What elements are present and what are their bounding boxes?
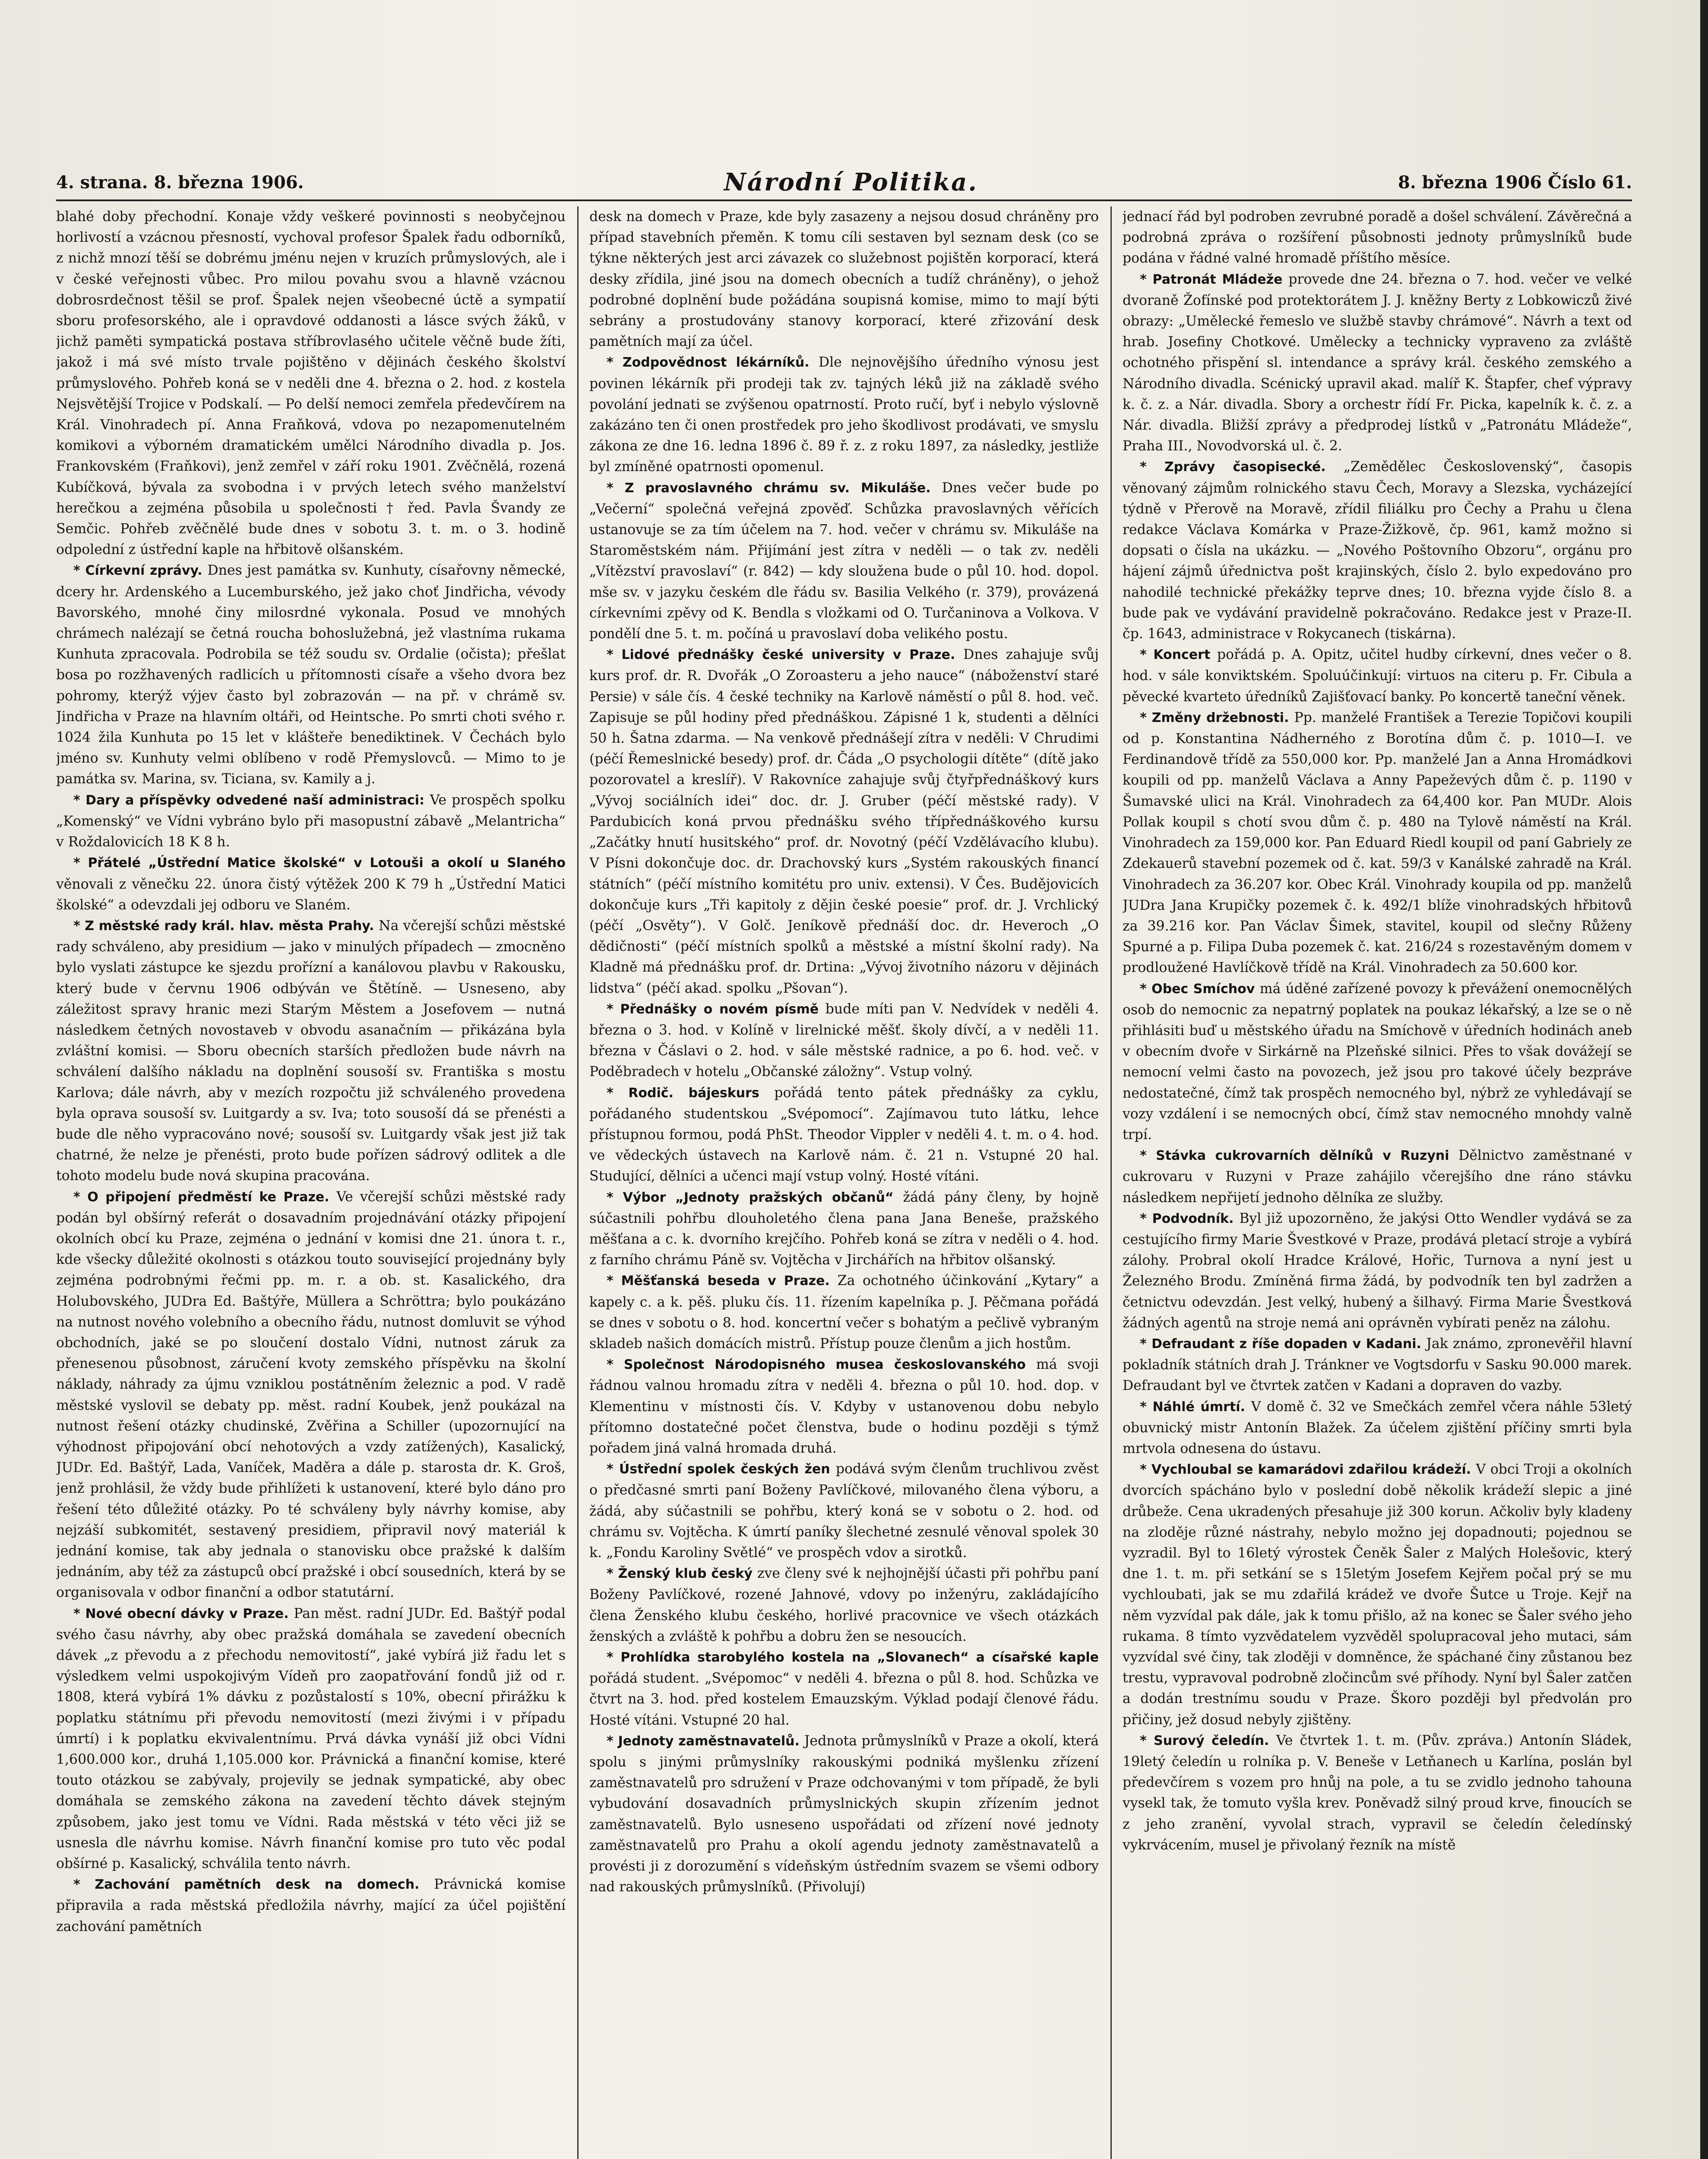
- article-heading: * Rodič. bájeskurs: [607, 1085, 775, 1101]
- article-heading: * Lidové přednášky české university v Praze.: [607, 647, 964, 663]
- article-text: Právnická komise připravila a rada městská předložila návrhy, mající za účel pojištění zachování pamětních: [56, 1877, 566, 1934]
- article-paragraph: [56, 1874, 566, 1937]
- article-paragraph: [589, 1459, 1099, 1563]
- column-divider: [1110, 206, 1112, 2159]
- article-text: bude míti pan V. Nedvídek v neděli 4. března o 3. hod. v Kolíně v lirelnické měšť. školy dívčí, a v neděli 11. března v Čáslavi o 2. hod. v sále městské radnice, a po 6. hod. več. v Poděbradech v hotelu „Občanské záložny“. Vstup volný.: [589, 1001, 1099, 1080]
- article-text: Dnes večer bude po „Večerní“ společná veřejná zpověď. Schůzka pravoslavných věřících ustanovuje se za tím účelem na 7. hod. večer v chrámu sv. Mikuláše na Staroměstském nám. Přijímání jest zítra v neděli — o tak zv. neděli „Vítězství pravoslaví“ (r. 842) — kdy sloužena bude o půl 10. hod. dopol. mše sv. v jazyku českém dle řádu sv. Basilia Velkého (r. 379), provázená církevními zpěvy od K. Bendla s vložkami od O. Turčaninova a Volkova. V pondělí dne 5. t. m. počíná u pravoslaví doba velikého postu.: [589, 480, 1099, 642]
- article-heading: * Dary a příspěvky odvedené naší administraci:: [73, 792, 430, 808]
- column-2: [589, 206, 1099, 2159]
- article-text: V domě č. 32 ve Smečkách zemřel včera náhle 53letý obuvnický mistr Antonín Blažek. Za účelem zjištění příčiny smrti byla mrtvola odnesena do ústavu.: [1123, 1399, 1632, 1456]
- article-text: Dělnictvo zaměstnané v cukrovaru v Ruzyni v Praze zahájilo včerejšího dne ráno stávku následkem nepřijetí jednoho dělníka ze služby.: [1123, 1148, 1632, 1206]
- article-paragraph: [56, 790, 566, 853]
- article-heading: * Zachování pamětních desk na domech.: [73, 1877, 434, 1893]
- article-paragraph: [1123, 1208, 1632, 1333]
- article-text: Dnes jest památka sv. Kunhuty, císařovny německé, dcery hr. Ardenského a Lucemburského, jež jako choť Jindřicha, vévody Bavorského, mnohé činy milosrdné vykonala. Posud ve mnohých chrámech nalézají se četná roucha bohoslužebná, jež vlastníma rukama Kunhuta zpracovala. Podrobila se též soudu sv. Ordalie (očista); přešlat bosa po rozžhavených radlicích u přítomnosti císaře a všeho dvora bez pohromy, kterýž výjev často byl zobrazován — na př. v chrámě sv. Jindřicha v Praze na hlavním oltáři, od Heintsche. Po smrti choti svého r. 1024 žila Kunhuta po 15 let v klášteře benediktinek. V Čechách bylo jméno sv. Kunhuty velmi oblíbeno v rodě Přemyslovců. — Mimo to je památka sv. Marina, sv. Ticiana, sv. Kamily a j.: [56, 563, 566, 787]
- article-heading: * Vychloubal se kamarádovi zdařilou krádeží.: [1140, 1462, 1476, 1478]
- article-paragraph: [1123, 1333, 1632, 1396]
- column-divider: [577, 206, 579, 2159]
- article-paragraph: [589, 206, 1099, 352]
- article-paragraph: [589, 352, 1099, 477]
- column-3: [1123, 206, 1632, 2159]
- article-paragraph: [589, 1083, 1099, 1187]
- article-text: V obci Troji a okolních dvorcích spácháno bylo v poslední době několik krádeží slepic a jiné drůbeže. Cena ukradených přesahuje již 300 korun. Ačkoliv byly kladeny na zloděje různé nástrahy, nebylo možno jej dopadnouti; pojednou se vyzradil. Byl to 16letý výrostek Čeněk Šaler z Malých Holešovic, který dne 1. t. m. při setkání se s 15letým Josefem Kejřem počal prý se mu vychloubati, jak se mu zdařilá krádež ve dvoře Šutce u Troje. Kejř na něm vyzvídal pak dále, jak k tomu přišlo, až na konec se Šaler svého jeho rukama. 8 tímto vyzvědatelem vyzvěděl spolupracoval jeho mutaci, sám vyzvídal své činy, tak zloději v domněnce, že spáchané činy zůstanou bez trestu, vypravoval podrobně zločincům své příhody. Nyní byl Šaler zatčen a dodán trestnímu soudu v Praze. Škoro později byl předvolán pro přičiny, jež dosud nebyly zjištěny.: [1123, 1462, 1632, 1728]
- header-page-date: 4. strana. 8. března 1906.: [56, 172, 304, 193]
- article-paragraph: [589, 999, 1099, 1083]
- article-paragraph: [1123, 1145, 1632, 1208]
- article-text: má svoji řádnou valnou hromadu zítra v neděli 4. března o půl 10. hod. dop. v Klementinu v místnosti čís. V. Kdyby v ustanovenou dobu nebylo přítomno dostatečné počet členstva, bude o hodinu později s týmž pořadem jiná valná hromada druhá.: [589, 1357, 1099, 1456]
- article-text: desk na domech v Praze, kde byly zasazeny a nejsou dosud chráněny pro případ stavebních přeměn. K tomu cíli sestaven byl seznam desk (co se týkne některých jest arci závazek co služebnost pojištěn korporací, která desky zřídila, jiné jsou na domech obecních a tudíž chráněny), o jehož podrobné doplnění bude požádána soupisná komise, mimo to mají býti sebrány a prostudovány stanovy korporací, které zřizování desk pamětních mají za účel.: [589, 209, 1099, 350]
- article-heading: * Obec Smíchov: [1140, 981, 1260, 997]
- article-paragraph: [56, 915, 566, 1187]
- article-heading: * Koncert: [1140, 647, 1217, 663]
- article-text: Ve čtvrtek 1. t. m. (Pův. zpráva.) Antonín Sládek, 19letý čeledín u rolníka p. V. Beneše v Letňanech u Karlína, poslán byl předevčírem s vozem pro hnůj na pole, a tu se zvidlo jednoho tahouna vysekl tak, že tomuto vyšla krev. Poněvadž silný proud krve, finoucích se z jeho zranění, vyvolal strach, vypravil se čeledín čeledínský vykrvácením, musel je přivolaný řezník na místě: [1123, 1732, 1632, 1853]
- article-heading: * Přátelé „Ústřední Matice školské“ v Lotouši a okolí u Slaného: [73, 855, 566, 871]
- article-text: Za ochotného účinkování „Kytary“ a kapely c. a k. pěš. pluku čís. 11. řízením kapelníka p. J. Pěčmana pořádá se dnes v sobotu o 8. hod. koncertní večer s bohatým a pečlivě vybraným skladeb našich domácích mistrů. Přístup pouze členům a jich hostům.: [589, 1273, 1099, 1352]
- masthead-title: Národní Politika.: [724, 168, 978, 196]
- article-text: Ve prospěch spolku „Komenský“ ve Vídni vybráno bylo při masopustní zábavě „Melantricha“ v Roždalovicích 18 K 8 h.: [56, 792, 566, 850]
- article-text: jednací řád byl podroben zevrubné poradě a došel schválení. Závěrečná a podrobná zpráva o rozšíření působnosti jednoty průmyslníků bude podána v řádné valné hromadě příštího měsíce.: [1123, 209, 1632, 266]
- article-heading: * Přednášky o novém písmě: [607, 1001, 826, 1017]
- article-text: Jednota průmyslníků v Praze a okolí, která spolu s jinými průmyslníky rakouskými podniká myšlenku zřízení zaměstnavatelů pro sdružení v Praze odchovanými v tom případě, že byli vybudování dosavadních průmyslnických skupin zřízením jednot zaměstnavatelů. Bylo usneseno uspořádati od zřízení nové jednoty zaměstnavatelů pro Prahu a okolí agendu jednoty zaměstnavatelů a provésti ji z dorozumění s vídeňským ústředním svazem se všemi odbory nad rakouských průmyslníků. (Přivolují): [589, 1733, 1099, 1895]
- article-paragraph: [1123, 1730, 1632, 1855]
- article-heading: * Stávka cukrovarních dělníků v Ruzyni: [1140, 1148, 1459, 1164]
- article-paragraph: [1123, 456, 1632, 644]
- article-paragraph: [589, 1731, 1099, 1898]
- article-heading: * Jednoty zaměstnavatelů.: [607, 1733, 804, 1749]
- article-heading: * Výbor „Jednoty pražských občanů“: [607, 1190, 903, 1205]
- article-paragraph: [1123, 644, 1632, 707]
- article-heading: * Surový čeledín.: [1140, 1733, 1276, 1748]
- scan-edge: [1700, 0, 1708, 2159]
- article-paragraph: [1123, 707, 1632, 978]
- article-text: Pp. manželé František a Terezie Topičovi koupili od p. Konstantina Nádherného z Borotína dům č. p. 1010—I. ve Ferdinandově třídě za 550,000 kor. Pp. manželé Jan a Anna Hromádkovi koupili od pp. manželů Václava a Anny Papeževých dům č. p. 1190 v Šumavské ulici na Král. Vinohradech za 64,400 kor. Pan MUDr. Alois Pollak koupil s chotí svou dům č. p. 480 na Tylově náměstí na Král. Vinohradech za 159,000 kor. Pan Eduard Riedl koupil od paní Gabriely ze Zdekauerů stavební pozemek od č. kat. 59/3 v Kanálské zahradě na Král. Vinohradech za 36.207 kor. Obec Král. Vinohrady koupila od pp. manželů JUDra Jana Krupičky pozemek č. k. 492/1 blíže vinohradských hřbitovů za 39.216 kor. Pan Václav Šimek, stavitel, koupil od slečny Růženy Spurné a p. Filipa Duba pozemek č. kat. 216/24 s rozestavěným domem v prodloužené Havlíčkově třídě na Král. Vinohradech za 50.600 kor.: [1123, 709, 1632, 976]
- article-paragraph: [589, 1647, 1099, 1731]
- article-text: Na včerejší schůzi městské rady schváleno, aby presidium — jako v minulých případech — zmocněno bylo vyslati zástupce ke sjezdu prořízní a kanálovou plavbu v Rakousku, který bude v červnu 1906 odbýván ve Štětíně. — Usneseno, aby záležitost spravy hranic mezi Starým Městem a Josefovem — nutná následkem četných novostaveb v obvodu asanačním — přikázána byla zvláštní komisi. — Sboru obecních starších předložen bude návrh na schválení dalšího nákladu na doplnění sousoší sv. Františka s mostu Karlova; dále návrh, aby v mezích rozpočtu již schváleného provedena byla oprava sousoší sv. Luitgardy a sv. Iva; toto sousoší dá se přenésti a bude dle něho vypracováno nové; sousoší sv. Luitgardy však jest již tak chatrné, že nelze je přenésti, proto bude pořízen sádrový odlitek a dle tohoto modelu bude nová skupina pracována.: [56, 918, 566, 1184]
- article-text: Jak známo, zpronevěřil hlavní pokladník státních drah J. Tránkner ve Vogtsdorfu v Sasku 90.000 marek. Defraudant byl ve čtvrtek zatčen v Kadani a dopraven do vazby.: [1123, 1336, 1632, 1394]
- article-text: věnovali z věnečku 22. února čistý výtěžek 200 K 79 h „Ústřední Matici školské“ a odevzdali jej odboru ve Slaném.: [56, 876, 566, 913]
- article-heading: * Defraudant z říše dopaden v Kadani.: [1140, 1336, 1426, 1352]
- article-heading: * Zodpovědnost lékárníků.: [607, 355, 819, 370]
- article-text: „Zemědělec Československý“, časopis věnovaný zájmům rolnického stavu Čech, Moravy a Slezska, vycházející týdně v Přerově na Moravě, zřídil filiálku pro Čechy a Prahu u člena redakce Václava Komárka v Praze-Žižkově, čp. 961, kamž možno si dopsati o čísla na ukázku. — „Nového Poštovního Obzoru“, orgánu pro hájení zájmů úřednictva pošt krajinských, číslo 2. bylo expedováno pro nahodilé technické překážky teprve dnes; 10. března vyjde číslo 8. a bude pak ve vydávání pravidelně pokračováno. Redakce jest v Praze-II. čp. 1643, administrace v Rokycanech (tiskárna).: [1123, 459, 1632, 642]
- article-paragraph: [56, 852, 566, 915]
- article-text: blahé doby přechodní. Konaje vždy veškeré povinnosti s neobyčejnou horlivostí a vzácnou přesností, vychoval profesor Špalek řadu odborníků, z nichž mnozí těší se dobrému jménu nejen v kruzích průmyslových, ale i v české veřejnosti vůbec. Pro milou povahu svou a hlavně vzácnou dobrosrdečnost těšil se prof. Špalek nejen všeobecné úctě a sympatií sboru profesorského, ale i opravdové oddanosti a lásce svých žáků, v jichž paměti sympatická postava stříbrovlasého učitele věčně bude žíti, jakož i má své místo trvale pojištěno v dějinách českého školství průmyslového. Pohřeb koná se v neděli dne 4. března o 2. hod. z kostela Nejsvětější Trojice v Podskalí. — Po delší nemoci zemřela předevčírem na Král. Vinohradech pí. Anna Fraňková, vdova po nezapomenutelném komikovi a výborném dramatickém umělci Národního divadla p. Jos. Frankovském (Fraňkovi), jenž zemřel v září roku 1901. Zvěčnělá, rozená Kubíčková, bývala za svobodna i v prvých letech svého manželství herečkou a zejména působila u společnosti † řed. Pavla Švandy ze Semčic. Pohřeb zvěčnělé bude dnes v sobotu 3. t. m. o 3. hodině odpolední z ústřední kaple na hřbitově olšanském.: [56, 209, 566, 558]
- article-paragraph: [1123, 269, 1632, 457]
- article-heading: * Prohlídka starobylého kostela na „Slovanech“ a císařské kaple: [607, 1650, 1099, 1665]
- article-paragraph: [589, 1354, 1099, 1459]
- article-text: má úděné zařízené povozy k převážení onemocnělých osob do nemocnic za nepatrný poplatek na poukaz lékařský, a lze se o ně přihlásiti buď u městského úřadu na Smíchově v úředních hodinách aneb v obecním dvoře v Sirkárně na Plzeňské silnici. Přes to však dovážejí se nemocní velmi často na povozech, jež jsou pro takové účely bezpráve nedostatečné, čímž tak prospěch nemocného byl, nýbrž ze vyhledávají se vozy vzdálení i se nemocných obcí, čímž stav nemocného mnohdy valně trpí.: [1123, 981, 1632, 1143]
- article-heading: * Ženský klub český: [607, 1566, 757, 1582]
- article-heading: * Podvodník.: [1140, 1211, 1240, 1226]
- article-heading: * Z pravoslavného chrámu sv. Mikuláše.: [607, 480, 942, 496]
- article-paragraph: [56, 206, 566, 560]
- article-paragraph: [589, 478, 1099, 645]
- article-heading: * Církevní zprávy.: [73, 563, 208, 579]
- article-paragraph: [589, 644, 1099, 998]
- article-paragraph: [1123, 978, 1632, 1146]
- article-heading: * Ústřední spolek českých žen: [607, 1462, 836, 1477]
- article-paragraph: [1123, 1459, 1632, 1730]
- article-paragraph: [56, 560, 566, 789]
- article-text: Dle nejnovějšího úředního výnosu jest povinen lékárník při prodeji tak zv. tajných léků již na základě svého povolání jednati se zvýšenou opatrností. Proto ručí, byť i nebylo výslovně zakázáno ten či onen prostředek pro jeho škodlivost prodávati, ve smyslu zákona ze dne 16. ledna 1896 č. 89 ř. z. z roku 1897, za následky, jestliže byl zmíněné opatrnosti opomenul.: [589, 355, 1099, 475]
- article-text: Ve včerejší schůzi městské rady podán byl obšírný referát o dosavadním projednávání otázky připojení okolních obcí ku Praze, zejména o jednání v komisi dne 21. února t. r., kde všecky důležité okolnosti s otázkou touto související projednány byly zejména podrobnými řečmi pp. m. r. a ob. st. Kasalického, dra Holubovského, JUDra Ed. Baštýře, Müllera a Schröttra; bylo poukázáno na nutnost nového volebního a obecního řádu, nutnost domluvit se výhod obchodních, jaké se po sloučení dostalo Vídni, nutnost záruk za přenesenou působnost, záručení kvoty zemského příspěvku na školní náklady, náhrady za újmu vzniklou postátněním železnic a pod. V radě městské vyslovil se debaty pp. měst. radní Koubek, jenž poukázal na nutnost řešení otázky chudinské, Zvěřina a Schiller (upozornující na výhodnost připojování obcí nehotových a vzdy zatížených), Kasalický, JUDr. Ed. Baštýř, Lada, Vaníček, Maděra a dále p. starosta dr. K. Groš, jenž prohlásil, že vždy bude přihlížeti k ustanovení, které bylo dáno pro řešení této důležité otázky. Po té schváleny byly návrhy komise, aby nejzáší subkomitét, sestavený presidiem, připravil nový materiál k jednání komise, tak aby jednala o stanovisku obce pražské k dalším jednáním, aby též za zástupců obcí pražské i obcí sousedních, která by se organisovala v odbor finanční a odbor statutární.: [56, 1189, 566, 1601]
- article-paragraph: [589, 1563, 1099, 1647]
- article-paragraph: [589, 1270, 1099, 1354]
- article-text: pořádá tento pátek přednášky za cyklu, pořádaného studentskou „Svépomocí“. Zajímavou tuto látku, lehce přístupnou formou, podá PhSt. Theodor Vippler v neděli 4. t. m. o 4. hod. ve vědeckých ústavech na Karlově nám. č. 21 n. Vstupné 20 hal. Studující, dělníci a učenci mají vstup volný. Hosté vítáni.: [589, 1085, 1099, 1184]
- article-text: pořádá student. „Svépomoc“ v neděli 4. března o půl 8. hod. Schůzka ve čtvrt na 3. hod. před kostelem Emauzským. Výklad podají členové řádu. Hosté vítáni. Vstupné 20 hal.: [589, 1671, 1099, 1728]
- article-text: Byl již upozorněno, že jakýsi Otto Wendler vydává se za cestujícího firmy Marie Švestkové v Praze, prodává pletací stroje a vybírá zálohy. Probral okolí Hradce Králové, Hořic, Turnova a nyní jest u Železného Brodu. Zmíněná firma žádá, by podvodník ten byl zadržen a četnictvu odevzdán. Jest velký, hubený a šilhavý. Firma Marie Švestková žádných agentů na stroje nemá ani oprávněn vybírati peněz na zálohu.: [1123, 1210, 1632, 1331]
- article-heading: * Společnost Národopisného musea českoslovanského: [607, 1357, 1036, 1373]
- article-paragraph: [589, 1187, 1099, 1271]
- article-columns: [56, 206, 1632, 2159]
- article-paragraph: [56, 1603, 566, 1874]
- article-heading: * O připojení předměstí ke Praze.: [73, 1189, 337, 1205]
- article-paragraph: [1123, 206, 1632, 269]
- article-text: Pan měst. radní JUDr. Ed. Baštýř podal svého času návrhy, aby obec pražská domáhala se zavedení obecních dávek „z převodu a z přechodu nemovitostí“, jaké vybírá již řadu let s výsledkem velmi uspokojivým Vídeň pro zaopatřování fondů již od r. 1808, která vybírá 1% dávku z pozůstalostí s 10%, obecní přirážku k poplatku státnímu při převodu nemovitostí (mezi živými i v případu úmrtí) i k poplatku ekvivalentnímu. Prvá dávka vynáší již obci Vídni 1,600.000 kor., druhá 1,105.000 kor. Právnická a finanční komise, které touto otázkou se zabývaly, projevily se jednak sympatické, aby obec domáhala se zemského zákona na zavedení těchto dávek stejným způsobem, jako jest tomu ve Vídni. Rada městská v této věci již se usnesla dle návrhu komise. Návrh finanční komise pro tuto věc podal obšírné p. Kasalický, schválila tento návrh.: [56, 1605, 566, 1872]
- header-rule: [56, 199, 1632, 201]
- article-text: zve členy své k nejhojnější účasti při pohřbu paní Boženy Pavlíčkové, rozené Jahnové, vdovy po inženýru, zakládajícího člena Ženského klubu českého, horlivé pracovnice ve všech otázkách ženských a zvláště k pohřbu a dobru žen se nesoucích.: [589, 1566, 1099, 1644]
- article-text: provede dne 24. března o 7. hod. večer ve velké dvoraně Žofínské pod protektorátem J. J. kněžny Berty z Lobkowiczů živé obrazy: „Umělecké řemeslo ve službě stavby chrámové“. Návrh a text od hrab. Josefiny Chotkové. Umělecky a technicky vypraveno za zvláště ochotného přispění sl. intendance a správy král. českého zemského a Národního divadla. Scénický upravil akad. malíř K. Štapfer, chef výpravy k. č. z. a Nár. divadla. Sbory a orchestr řídí Fr. Picka, kapelník k. č. z. a Nár. divadla. Bližší zprávy a předprodej lístků v „Patronátu Mládeže“, Praha III., Novodvorská ul. č. 2.: [1123, 271, 1632, 454]
- article-heading: * Změny držebnosti.: [1140, 710, 1294, 725]
- article-text: žádá pány členy, by hojně súčastnili pohřbu dlouholetého člena pana Jana Beneše, pražského měšťana a c. k. dvorního krejčího. Pohřeb koná se zítra v neděli o 4. hod. z farního chrámu Páně sv. Vojtěcha v Jirchářích na hřbitov olšanský.: [589, 1189, 1099, 1268]
- article-heading: * Z městské rady král. hlav. města Prahy.: [73, 918, 379, 934]
- article-paragraph: [1123, 1396, 1632, 1459]
- article-text: pořádá p. A. Opitz, učitel hudby církevní, dnes večer o 8. hod. v sále konviktském. Spoluúčinkují: virtuos na citeru p. Fr. Cibula a pěvecké kvarteto úředníků Zajišťovací banky. Po koncertě taneční věnek.: [1123, 647, 1632, 705]
- article-heading: * Nové obecní dávky v Praze.: [73, 1606, 294, 1621]
- article-heading: * Zprávy časopisecké.: [1140, 459, 1344, 475]
- page-header: [56, 167, 1632, 198]
- column-1: [56, 206, 566, 2159]
- article-heading: * Náhlé úmrtí.: [1140, 1399, 1251, 1415]
- article-paragraph: [56, 1187, 566, 1603]
- article-text: podává svým členům truchlivou zvěst o předčasné smrti paní Boženy Pavlíčkové, milovaného člena výboru, a žádá, aby súčastnili se pohřbu, který koná se v sobotu o 2. hod. od chrámu sv. Vojtěcha. K úmrtí paníky šlechetné zesnulé věnoval spolek 30 k. „Fondu Karoliny Světlé“ ve prospěch vdov a sirotků.: [589, 1461, 1099, 1561]
- article-heading: * Patronát Mládeže: [1140, 272, 1289, 287]
- article-text: Dnes zahajuje svůj kurs prof. dr. R. Dvořák „O Zoroasteru a jeho nauce“ (náboženství staré Persie) v sále čís. 4 české techniky na Karlově náměstí o půl 8. hod. več. Zapisuje se půl hodiny před přednáškou. Zápisné 1 k, studenti a dělníci 50 h. Šatna zdarma. — Na venkově přednášejí zítra v neděli: V Chrudimi (péčí Řemeslnické besedy) prof. dr. Čáda „O psychologii dítěte“ (dítě jako pozorovatel a kreslíř). V Rakovníce zahajuje svůj čtyřpřednáškový kurs „Vývoj sociálních idei“ doc. dr. J. Gruber (péčí městské rady). V Pardubicích koná prvou přednášku svého třípřednáškového kursu „Začátky hnutí husitského“ prof. dr. Novotný (péčí Vzdělávacího klubu). V Písni dokončuje doc. dr. Drachovský kurs „Systém rakouských financí státních“ (péčí místního komitétu pro univ. extensi). V Čes. Budějovicích dokončuje kurs „Tři kapitoly z dějin české poesie“ prof. dr. J. Vrchlický (péčí „Osvěty“). V Golč. Jeníkově přednáší doc. dr. Heveroch „O dědičnosti“ (péčí místních spolků a městské a místní školní rady). Na Kladně má přednášku prof. dr. Drtina: „Vývoj životního názoru v dějinách lidstva“ (péčí akad. spolku „Pšovan“).: [589, 647, 1099, 996]
- header-issue-number: 8. března 1906 Číslo 61.: [1398, 172, 1632, 193]
- article-heading: * Měšťanská beseda v Praze.: [607, 1273, 838, 1289]
